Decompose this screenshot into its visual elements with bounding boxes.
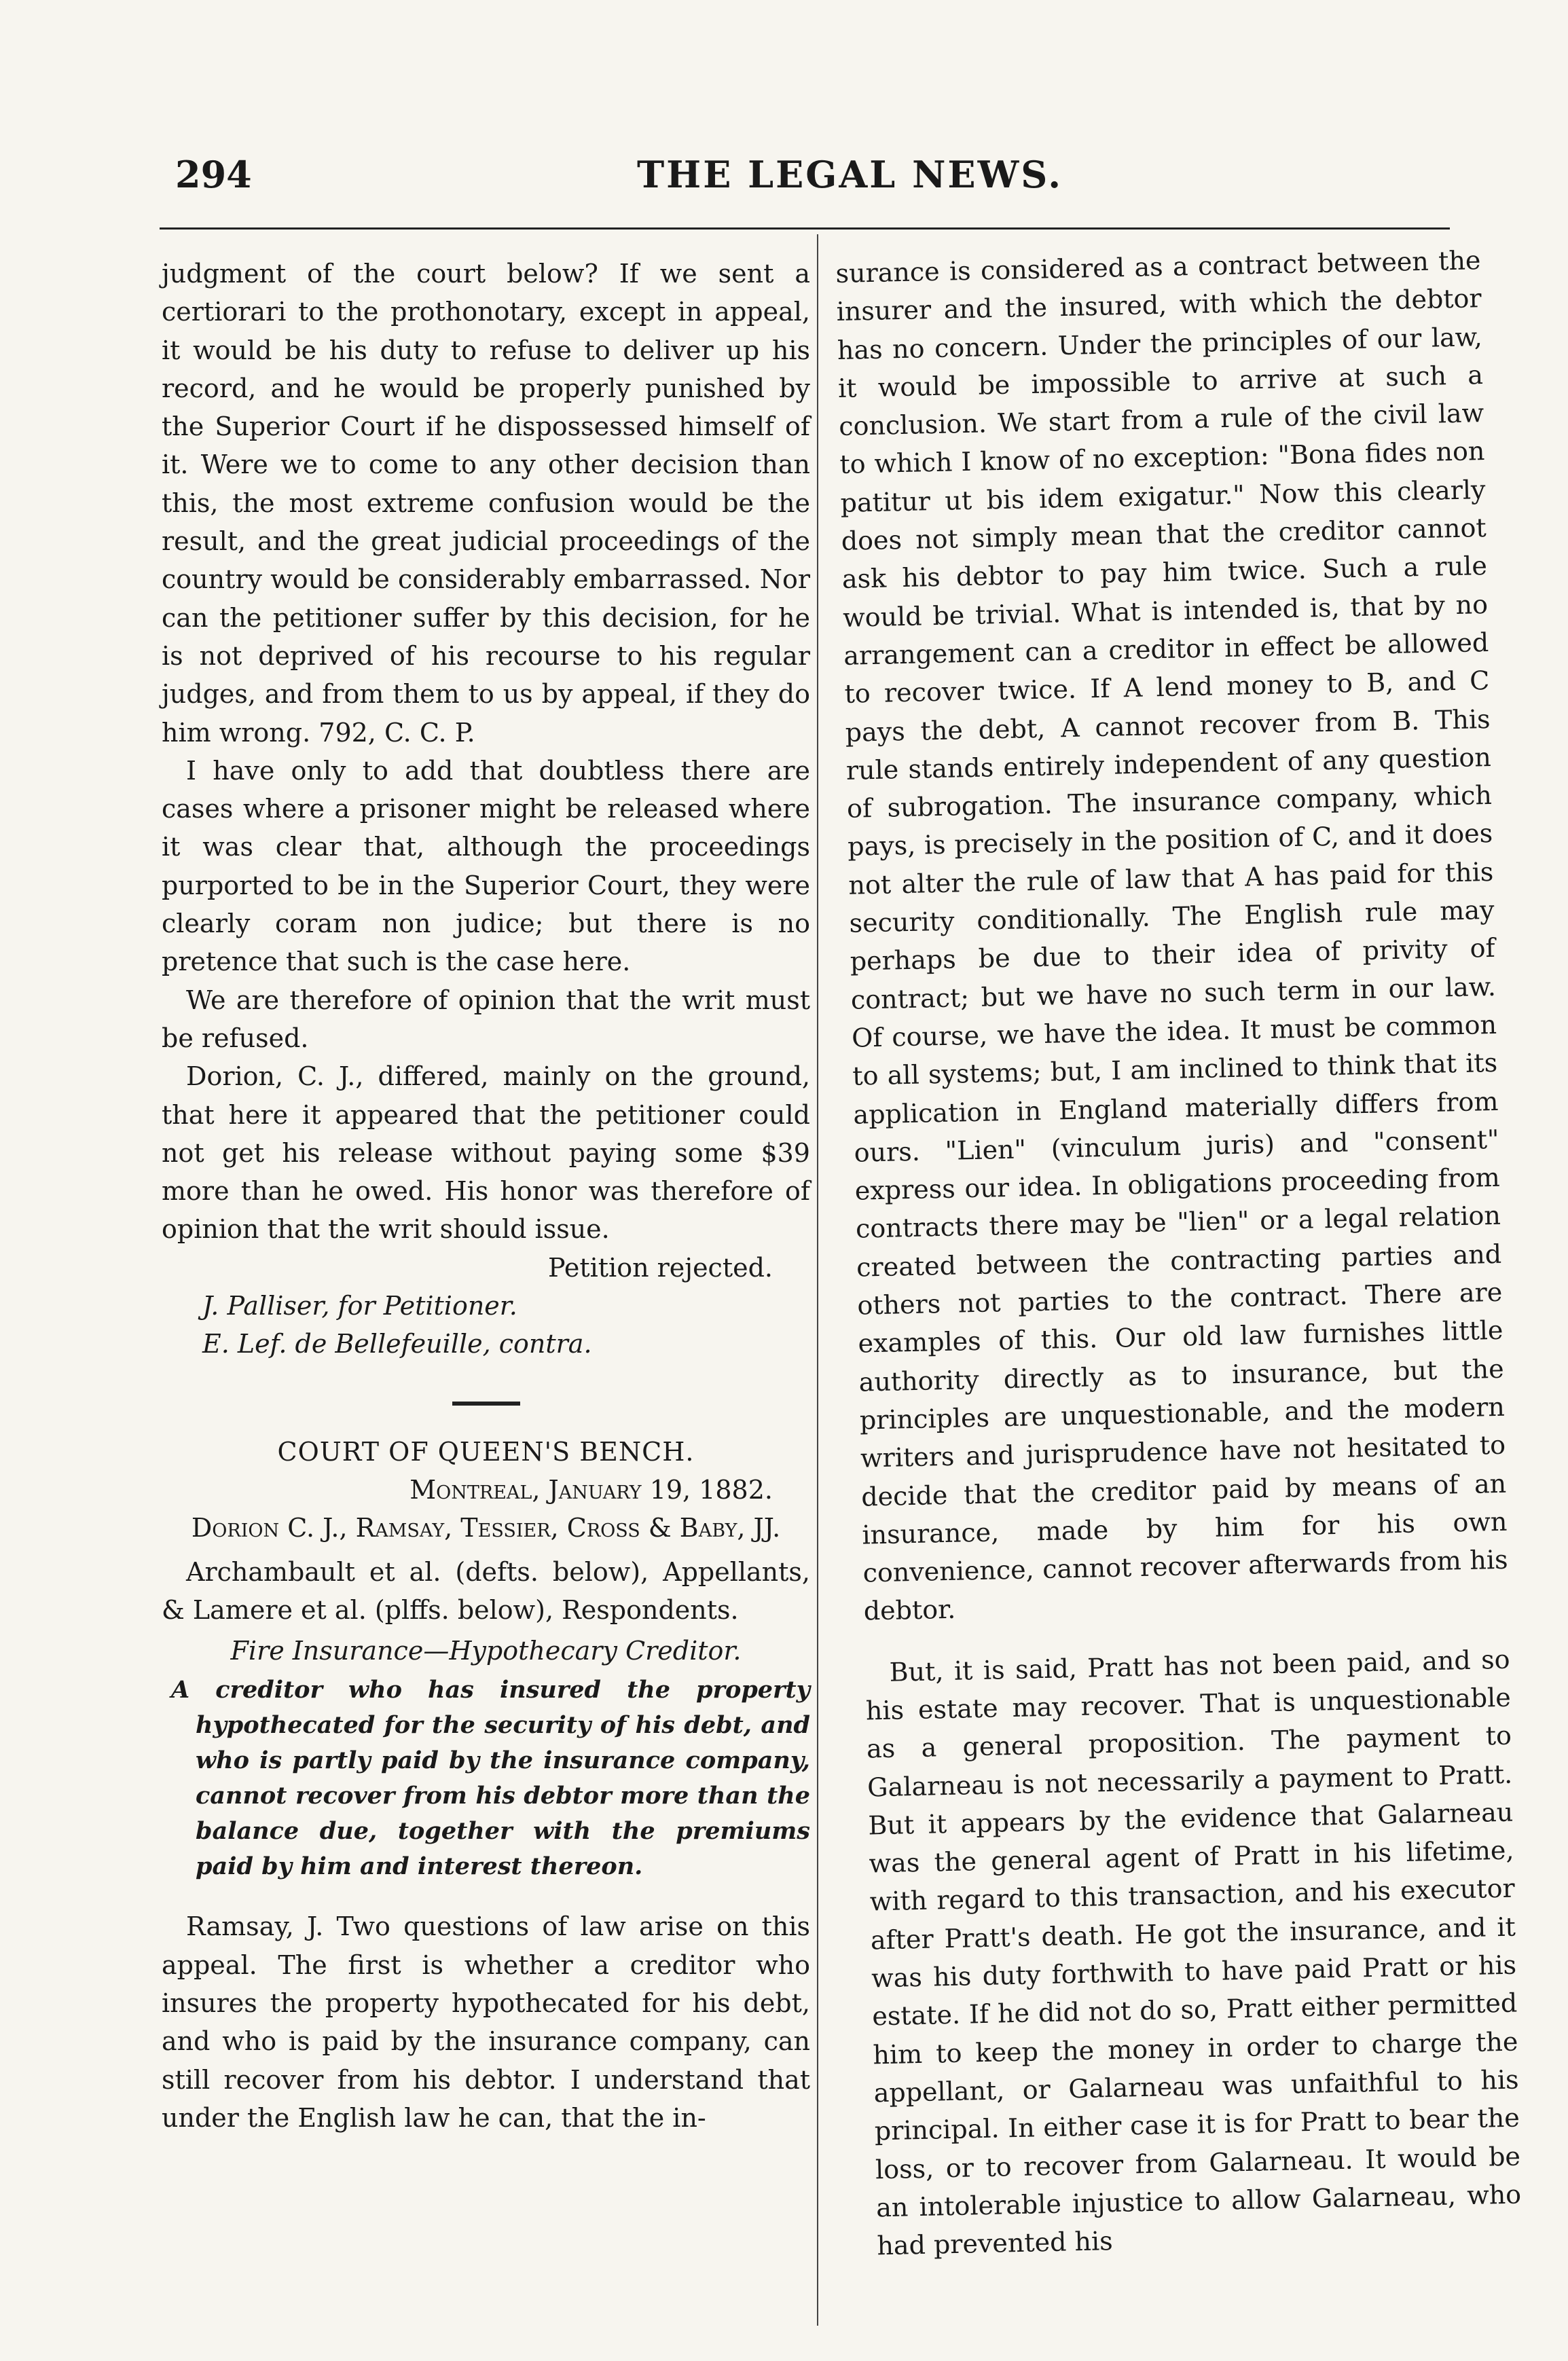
column-divider (817, 234, 818, 2326)
headnote: A creditor who has insured the property hypothecated for the security of his debt, and who is partly paid by the insurance company, cannot recover from his debtor more than the balance due, together with the premiums paid by him and interest thereon. (171, 1676, 810, 1881)
disposition: Petition rejected. (548, 1252, 773, 1283)
paragraph: We are therefore of opinion that the writ must be refused. (162, 985, 810, 1053)
counsel-contra: E. Lef. de Bellefeuille, contra. (202, 1329, 592, 1359)
running-title: THE LEGAL NEWS. (637, 153, 1063, 196)
paragraph: judgment of the court below? If we sent a certiorari to the prothonotary, except in appeal, it would be his duty to refuse to deliver up his record, and he would be properly punished by the Superior Court if he dispossessed himself of it. Were we to come to any other decision than this, the most extreme confusion would be the result, and the great judicial proceedings of the country would be considerably embarrassed. Nor can the petitioner suffer by this decision, for he is not deprived of his recourse to his regular judges, and from them to us by appeal, if they do him wrong. 792, C. C. P. (162, 259, 810, 748)
dateline: Montreal, January 19, 1882. (409, 1474, 773, 1505)
paragraph: But, it is said, Pratt has not been paid, and so his estate may recover. That is unquestionable as a general proposition. The payment to Galarneau is not necessarily a payment to Pratt. But it appears by the evidence that Galarneau was the general agent of Pratt in his lifetime, with regard to this transaction, and his executor after Pratt's death. He got the insurance, and it was his duty forthwith to have paid Pratt or his estate. If he did not do so, Pratt either permitted him to keep the money in order to charge the appellant, or Galarneau was unfaithful to his principal. In either case it is for Pratt to bear the loss, or to recover from Galarneau. It would be an intolerable injustice to allow Galarneau, who had prevented his (865, 1644, 1522, 2261)
right-column (835, 241, 1523, 2265)
paragraph: surance is considered as a contract between the insurer and the insured, with which the debtor has no concern. Under the principles of our law, it would be impossible to arrive at such a conclusion. We start from a rule of the civil law to which I know of no exception: "Bona fides non patitur ut bis idem exigatur." Now this clearly does not simply mean that the creditor cannot ask his debtor to pay him twice. Such a rule would be trivial. What is intended is, that by no arrangement can a creditor in effect be allowed to recover twice. If A lend money to B, and C pays the debt, A cannot recover from B. This rule stands entirely independent of any question of subrogation. The insurance company, which pays, is precisely in the position of C, and it does not alter the rule of law that A has paid for this security conditionally. The English rule may perhaps be due to their idea of privity of contract; but we have no such term in our law. Of course, we have the idea. It must be common to all systems; but, I am inclined to think that its application in England materially differs from ours. "Lien" (vinculum juris) and "consent" express our idea. In obligations proceeding from contracts there may be "lien" or a legal relation created between the contracting parties and others not parties to the contract. There are examples of this. Our old law furnishes little authority directly as to insurance, but the principles are unquestionable, and the modern writers and jurisprudence have not hesitated to decide that the creditor paid by means of an insurance, made by him for his own convenience, cannot recover afterwards from his debtor. (835, 245, 1508, 1626)
dissent-paragraph: Dorion, C. J., differed, mainly on the ground, that here it appeared that the petitioner could not get his release without paying some $39 more than he owed. His honor was therefore of opinion that the writ should issue. (162, 1061, 810, 1245)
page-number: 294 (175, 153, 252, 196)
case-topic: Fire Insurance—Hypothecary Creditor. (230, 1636, 742, 1666)
bench: Dorion C. J., Ramsay, Tessier, Cross & Baby, JJ. (191, 1513, 781, 1543)
court-heading: COURT OF QUEEN'S BENCH. (277, 1436, 695, 1467)
header-rule (160, 227, 1450, 230)
page-header (175, 153, 1452, 207)
paragraph: Ramsay, J. Two questions of law arise on this appeal. The first is whether a creditor who insures the property hypothecated for his debt, and who is paid by the insurance company, can still recover from his debtor. I understand that under the English law he can, that the in- (162, 1911, 810, 2133)
paragraph: I have only to add that doubtless there are cases where a prisoner might be released where it was clear that, although the proceedings purported to be in the Superior Court, they were clearly coram non judice; but there is no pretence that such is the case here. (162, 755, 810, 977)
counsel-petitioner: J. Palliser, for Petitioner. (202, 1291, 517, 1321)
case-parties: Archambault et al. (defts. below), Appellants, & Lamere et al. (plffs. below), Respondents. (162, 1556, 810, 1625)
left-column (162, 255, 810, 2137)
section-divider (452, 1402, 520, 1406)
